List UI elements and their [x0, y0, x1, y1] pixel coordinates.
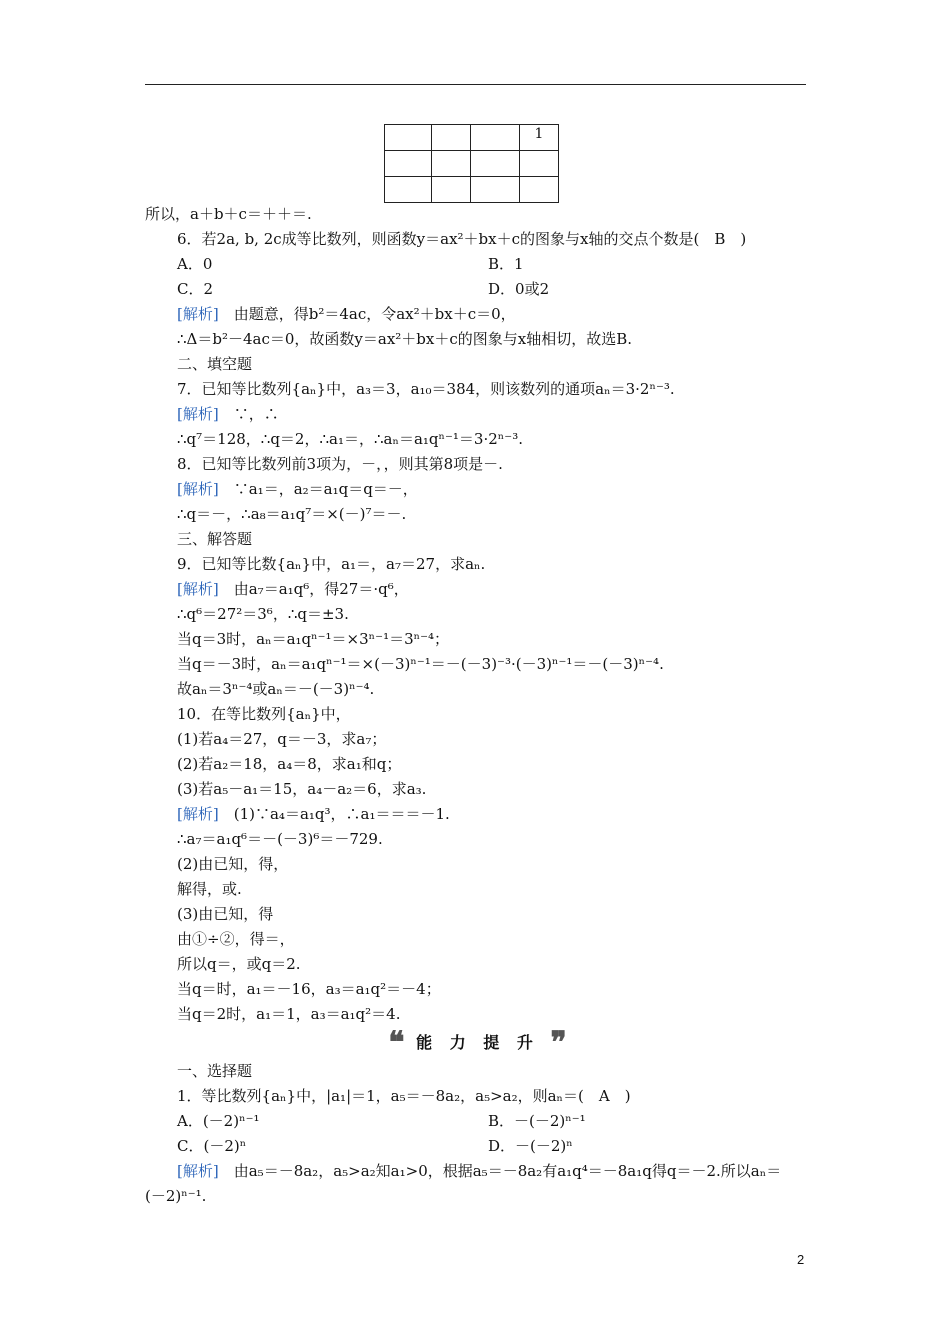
analysis-tag: [解析] [177, 305, 219, 323]
text-line: (2)若a₂＝18，a₄＝8，求a₁和q； [177, 755, 402, 773]
text-line: ∴a₇＝a₁q⁶＝－(－3)⁶＝－729. [177, 830, 383, 848]
analysis-line: [解析] 由a₅＝－8a₂，a₅>a₂知a₁>0，根据a₅＝－8a₂有a₁q⁴＝－8a₁q得q＝－2.所以aₙ＝ [177, 1162, 782, 1180]
text-line: ∴q⁶＝27²＝3⁶，∴q＝±3. [177, 605, 349, 623]
text-line: (3)由已知，得 [177, 905, 274, 923]
section-heading: 二、填空题 [177, 355, 253, 373]
analysis-tag: [解析] [177, 805, 219, 823]
analysis-line: [解析] 由a₇＝a₁q⁶，得27＝·q⁶， [177, 580, 409, 598]
analysis-line: [解析] 由题意，得b²＝4ac，令ax²＋bx＋c＝0， [177, 305, 516, 323]
analysis-tag: [解析] [177, 405, 219, 423]
text-line: 所以，a＋b＋c＝＋＋＝. [145, 205, 312, 223]
text-line: ∴q⁷＝128，∴q＝2，∴a₁＝，∴aₙ＝a₁qⁿ⁻¹＝3·2ⁿ⁻³. [177, 430, 523, 448]
analysis-tag: [解析] [177, 580, 219, 598]
question-6: 6．若2a, b, 2c成等比数列，则函数y＝ax²＋bx＋c的图象与x轴的交点个数是( B ) [177, 230, 747, 248]
page-number: 2 [797, 1252, 805, 1267]
close-quote-icon: ❞ [550, 1025, 567, 1061]
question-9: 9．已知等比数{aₙ}中，a₁＝，a₇＝27，求aₙ. [177, 555, 486, 573]
text-line: 所以q＝，或q＝2. [177, 955, 301, 973]
text-line: ∴Δ＝b²－4ac＝0，故函数y＝ax²＋bx＋c的图象与x轴相切，故选B. [177, 330, 633, 348]
question-8: 8．已知等比数列前3项为，－，，则其第8项是－. [177, 455, 503, 473]
option-b: B．1 [488, 255, 524, 273]
text-line: (3)若a₅－a₁＝15，a₄－a₂＝6，求a₃. [177, 780, 427, 798]
option-c: C．(－2)ⁿ [177, 1137, 247, 1155]
text-line: 当q＝－3时，aₙ＝a₁qⁿ⁻¹＝×(－3)ⁿ⁻¹＝－(－3)⁻³·(－3)ⁿ⁻¹＝－(－3)ⁿ⁻⁴. [177, 655, 664, 673]
analysis-line: [解析] (1)∵a₄＝a₁q³，∴a₁＝＝＝－1. [177, 805, 450, 823]
analysis-line: [解析] ∵a₁＝，a₂＝a₁q＝q＝－， [177, 480, 418, 498]
header-rule [145, 84, 806, 85]
analysis-tag: [解析] [177, 1162, 219, 1180]
options-row [145, 1134, 810, 1159]
text-line: ∴q＝－，∴a₈＝a₁q⁷＝×(－)⁷＝－. [177, 505, 407, 523]
text-line: (2)由已知，得， [177, 855, 289, 873]
option-a: A．(－2)ⁿ⁻¹ [177, 1112, 260, 1130]
text-line: 故aₙ＝3ⁿ⁻⁴或aₙ＝－(－3)ⁿ⁻⁴. [177, 680, 375, 698]
table-cell: 1 [520, 125, 559, 151]
option-d: D．0或2 [488, 280, 550, 298]
text-line: (－2)ⁿ⁻¹. [145, 1187, 207, 1205]
option-a: A．0 [177, 255, 213, 273]
text-line: 当q＝时，a₁＝－16，a₃＝a₁q²＝－4； [177, 980, 441, 998]
question-10: 10．在等比数列{aₙ}中， [177, 705, 351, 723]
document-body [145, 202, 810, 1209]
text-line: 当q＝2时，a₁＝1，a₃＝a₁q²＝4. [177, 1005, 401, 1023]
options-row [145, 277, 810, 302]
question-1: 1．等比数列{aₙ}中，|a₁|＝1，a₅＝－8a₂，a₅>a₂，则aₙ＝( A ) [177, 1087, 631, 1105]
section-heading: 三、解答题 [177, 530, 253, 548]
ability-banner: ❝ 能 力 提 升 ❞ [388, 1025, 567, 1061]
section-heading: 一、选择题 [177, 1062, 253, 1080]
question-7: 7．已知等比数列{aₙ}中，a₃＝3，a₁₀＝384，则该数列的通项aₙ＝3·2ⁿ⁻³. [177, 380, 675, 398]
options-row [145, 252, 810, 277]
options-row [145, 1109, 810, 1134]
analysis-line: [解析] ∵，∴ [177, 405, 279, 423]
text-line: 当q＝3时，aₙ＝a₁qⁿ⁻¹＝×3ⁿ⁻¹＝3ⁿ⁻⁴； [177, 630, 450, 648]
text-line: 由①÷②，得＝， [177, 930, 295, 948]
text-line: (1)若a₄＝27，q＝－3，求a₇； [177, 730, 387, 748]
option-b: B．－(－2)ⁿ⁻¹ [488, 1112, 586, 1130]
value-table [384, 124, 559, 203]
option-d: D．－(－2)ⁿ [488, 1137, 573, 1155]
option-c: C．2 [177, 280, 214, 298]
analysis-tag: [解析] [177, 480, 219, 498]
open-quote-icon: ❝ [388, 1025, 405, 1061]
text-line: 解得，或. [177, 880, 242, 898]
